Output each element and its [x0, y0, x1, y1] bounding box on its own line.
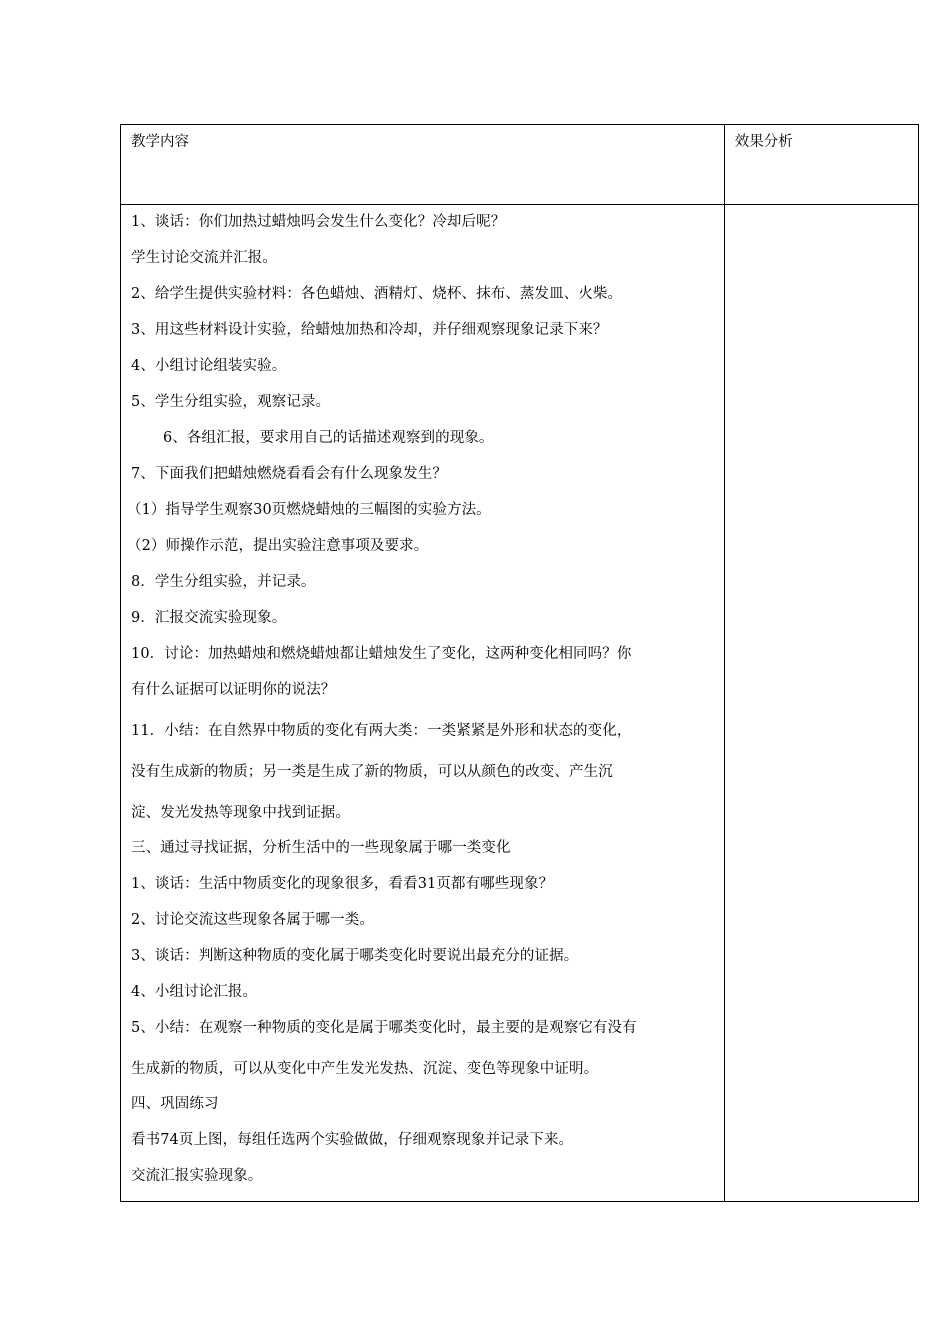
content-line: 11．小结：在自然界中物质的变化有两大类：一类紧紧是外形和状态的变化， — [131, 723, 632, 739]
content-line: 四、巩固练习 — [131, 1096, 219, 1112]
teaching-content-cell — [121, 205, 725, 1202]
content-line: 看书74页上图，每组任选两个实验做做，仔细观察现象并记录下来。 — [131, 1132, 574, 1148]
effect-analysis-cell — [724, 205, 918, 1202]
body-row — [121, 205, 919, 1202]
header-row — [121, 125, 919, 205]
content-line: 2、讨论交流这些现象各属于哪一类。 — [131, 912, 374, 928]
content-line: （1）指导学生观察30页燃烧蜡烛的三幅图的实验方法。 — [127, 502, 491, 518]
content-line: 8．学生分组实验，并记录。 — [131, 574, 316, 590]
content-line: 交流汇报实验现象。 — [131, 1168, 263, 1184]
teaching-content-header: 教学内容 — [121, 125, 725, 205]
content-line: 生成新的物质，可以从变化中产生发光发热、沉淀、变色等现象中证明。 — [131, 1061, 599, 1077]
content-line: 5、小结：在观察一种物质的变化是属于哪类变化时，最主要的是观察它有没有 — [131, 1020, 637, 1036]
content-line: 4、小组讨论组装实验。 — [131, 358, 287, 374]
lesson-table — [120, 124, 919, 1202]
content-line: 5、学生分组实验，观察记录。 — [131, 394, 331, 410]
content-line: 4、小组讨论汇报。 — [131, 984, 258, 1000]
content-line: 3、用这些材料设计实验，给蜡烛加热和冷却，并仔细观察现象记录下来？ — [131, 322, 608, 338]
content-line: 7、下面我们把蜡烛燃烧看看会有什么现象发生？ — [131, 466, 447, 482]
content-line: 1、谈话：你们加热过蜡烛吗会发生什么变化？冷却后呢？ — [131, 214, 506, 230]
content-line: 2、给学生提供实验材料：各色蜡烛、酒精灯、烧杯、抹布、蒸发皿、火柴。 — [131, 286, 623, 302]
content-line: 有什么证据可以证明你的说法？ — [131, 682, 336, 698]
content-line: 没有生成新的物质；另一类是生成了新的物质，可以从颜色的改变、产生沉 — [131, 764, 613, 780]
content-line: 学生讨论交流并汇报。 — [131, 250, 277, 266]
content-line: （2）师操作示范，提出实验注意事项及要求。 — [127, 538, 429, 554]
content-line: 10．讨论：加热蜡烛和燃烧蜡烛都让蜡烛发生了变化，这两种变化相同吗？你 — [131, 646, 632, 662]
content-line: 三、通过寻找证据，分析生活中的一些现象属于哪一类变化 — [131, 840, 511, 856]
effect-analysis-header: 效果分析 — [724, 125, 918, 205]
content-line: 3、谈话：判断这种物质的变化属于哪类变化时要说出最充分的证据。 — [131, 948, 579, 964]
content-line: 淀、发光发热等现象中找到证据。 — [131, 805, 350, 821]
content-line: 1、谈话：生活中物质变化的现象很多，看看31页都有哪些现象？ — [131, 876, 554, 892]
content-line: 6、各组汇报，要求用自己的话描述观察到的现象。 — [163, 430, 494, 446]
content-line: 9．汇报交流实验现象。 — [131, 610, 287, 626]
